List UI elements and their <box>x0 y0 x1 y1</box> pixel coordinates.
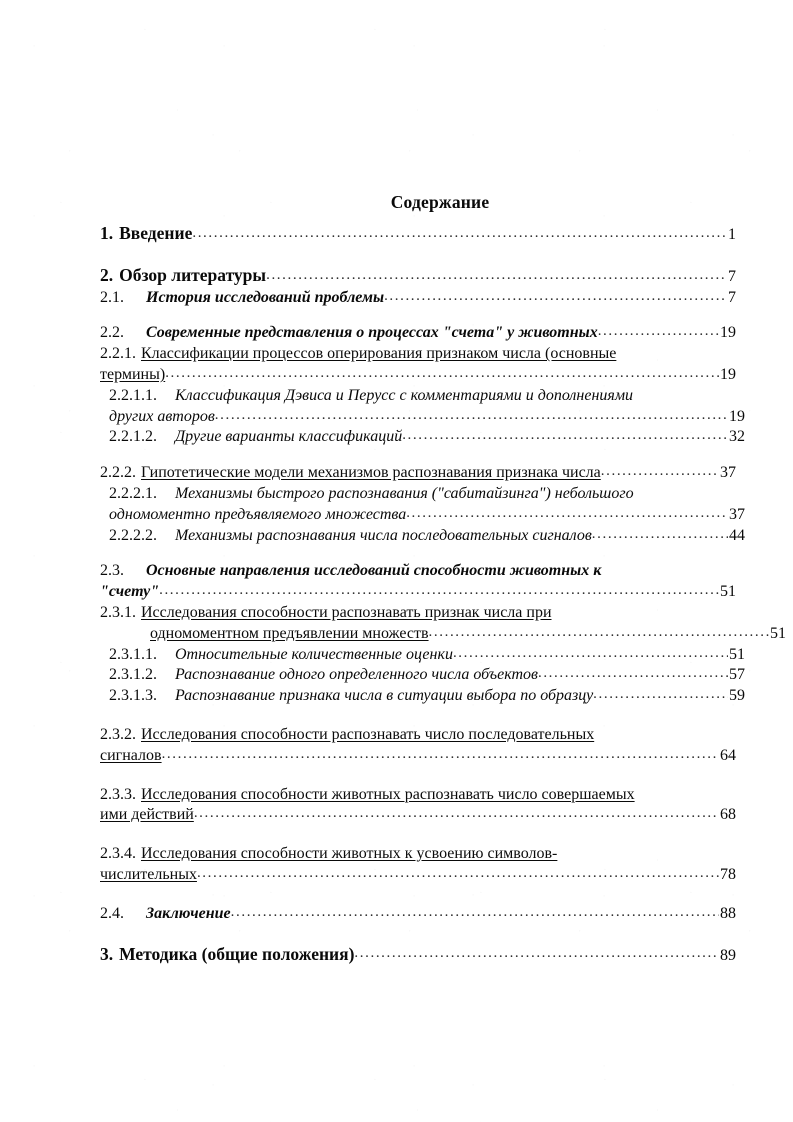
toc-entry-page: 59 <box>729 687 745 705</box>
toc-entry[interactable] <box>100 526 745 547</box>
spacer <box>100 826 736 844</box>
toc-entry-page: 78 <box>720 865 736 883</box>
toc-entry-label: Распознавание одного определенного числа объектов <box>175 666 538 684</box>
toc-entry-page: 7 <box>728 267 736 285</box>
dot-leader <box>402 425 728 446</box>
toc-entry-label: Другие варианты классификаций <box>175 428 403 446</box>
toc-entry-continuation[interactable] <box>100 624 786 645</box>
dot-leader <box>162 744 719 765</box>
toc-entry-number: 2.2.1.2. <box>109 428 157 446</box>
toc-entry-number: 2.4. <box>100 904 124 922</box>
dot-leader <box>197 863 719 884</box>
dot-leader <box>453 643 728 664</box>
toc-entry-label: Исследования способности распознавать число последовательных <box>141 725 595 743</box>
toc-entry[interactable] <box>100 904 736 925</box>
dot-leader <box>354 940 719 964</box>
toc-entry-label: Методика (общие положения) <box>119 943 355 964</box>
dot-leader <box>592 524 728 545</box>
toc-entry-number: 2.2.1.1. <box>109 386 157 404</box>
toc-entry-page: 32 <box>729 428 745 446</box>
toc-entry-number: 2.3.1.1. <box>109 645 157 663</box>
dot-leader <box>215 405 728 426</box>
toc-entry-label: Механизмы быстрого распознавания ("сабитайзинга") небольшого <box>175 484 634 502</box>
toc-entry-continuation[interactable] <box>100 582 736 603</box>
toc-entry-page: 37 <box>729 505 745 523</box>
toc-entry[interactable] <box>100 463 736 484</box>
toc-entry-continuation[interactable] <box>100 407 745 428</box>
toc-entry-continuation[interactable] <box>100 746 736 767</box>
toc-entry-label: Классификации процессов оперирования признаком числа (основные <box>141 345 617 363</box>
dot-leader <box>406 503 728 524</box>
toc-entry-label: ими действий <box>100 806 194 824</box>
spacer <box>100 707 736 725</box>
toc-entry-page: 37 <box>720 464 736 482</box>
toc-entry-label: История исследований проблемы <box>146 288 385 306</box>
dot-leader <box>598 321 719 342</box>
toc-entry-number: 2.1. <box>100 288 124 306</box>
toc-entry-number: 2.3.3. <box>100 785 136 803</box>
toc-entry-page: 89 <box>720 946 736 964</box>
toc-entry-label: термины) <box>100 365 166 383</box>
toc-entry-number: 1. <box>100 223 114 243</box>
toc-entry[interactable] <box>100 844 736 865</box>
toc-entry-continuation[interactable] <box>100 505 745 526</box>
dot-leader <box>165 363 719 384</box>
toc-entry[interactable] <box>100 603 736 624</box>
toc-entry-number: 2.2.1. <box>100 345 136 363</box>
toc-entry-page: 51 <box>770 624 786 642</box>
dot-leader <box>384 286 727 307</box>
dot-leader <box>593 684 728 705</box>
toc-entry[interactable] <box>100 561 736 582</box>
toc-entry-label: сигналов <box>100 746 162 764</box>
toc-entry-continuation[interactable] <box>100 865 736 886</box>
toc-entry-page: 1 <box>728 226 736 243</box>
toc-entry-label: Исследования способности распознавать признак числа при <box>141 603 552 621</box>
toc-entry-page: 7 <box>728 288 736 306</box>
toc-entry-continuation[interactable] <box>100 365 736 386</box>
dot-leader <box>601 461 719 482</box>
toc-entry[interactable] <box>100 943 736 967</box>
toc-entry-label: других авторов <box>109 407 215 425</box>
dot-leader <box>538 663 728 684</box>
toc-entry-number: 2.2.2.1. <box>109 484 157 502</box>
toc-entry-label: Введение <box>119 223 193 243</box>
toc-entry-number: 2.2.2. <box>100 464 136 482</box>
toc-entry[interactable] <box>100 725 736 746</box>
dot-leader <box>159 580 719 601</box>
toc-entry-number: 2.3.1.2. <box>109 666 157 684</box>
toc-entry[interactable] <box>100 484 745 505</box>
toc-entry-page: 51 <box>720 583 736 601</box>
toc-entry[interactable] <box>100 222 736 246</box>
dot-leader <box>194 803 719 824</box>
toc-entry-page: 19 <box>720 365 736 383</box>
dot-leader <box>231 902 719 923</box>
toc-entry[interactable] <box>100 264 736 288</box>
toc-entry-label: числительных <box>100 865 197 883</box>
toc-entry-label: одномоментно предъявляемого множества <box>109 505 407 523</box>
toc-entry-page: 19 <box>729 407 745 425</box>
toc-entry-number: 2.3. <box>100 562 124 580</box>
toc-entry-number: 2.2.2.2. <box>109 526 157 544</box>
toc-entry-label: одномоментном предъявлении множеств <box>150 624 429 642</box>
toc-entry[interactable] <box>100 785 736 806</box>
table-of-contents <box>100 192 786 966</box>
toc-entry-label: Гипотетические модели механизмов распознавания признака числа <box>141 464 601 482</box>
toc-entry-label: Исследования способности животных к усвоению символов- <box>141 845 558 863</box>
toc-entry-label: Механизмы распознавания числа последовательных сигналов <box>175 526 592 544</box>
toc-entry-label: Обзор литературы <box>119 264 267 285</box>
dot-leader <box>192 220 727 244</box>
toc-entry-number: 2. <box>100 264 114 285</box>
toc-entry-label: Основные направления исследований способности животных к <box>146 562 602 580</box>
toc-entry[interactable] <box>100 323 736 344</box>
toc-entry-number: 3. <box>100 943 114 964</box>
toc-entry-label: Относительные количественные оценки <box>175 645 453 663</box>
toc-entry[interactable] <box>100 665 745 686</box>
toc-entry-label: Заключение <box>146 904 231 922</box>
toc-entry-page: 44 <box>729 526 745 544</box>
toc-entry-page: 19 <box>720 324 736 342</box>
toc-entry-page: 51 <box>729 645 745 663</box>
toc-entry-number: 2.2. <box>100 324 124 342</box>
toc-entry-label: "счету" <box>100 583 160 601</box>
toc-entry-label: Распознавание признака числа в ситуации выбора по образцу <box>175 687 594 705</box>
toc-entry[interactable] <box>100 288 736 309</box>
toc-entry[interactable] <box>100 386 745 407</box>
toc-entry-page: 64 <box>720 746 736 764</box>
toc-entry[interactable] <box>100 427 745 448</box>
toc-entry-page: 68 <box>720 806 736 824</box>
toc-entry-page: 57 <box>729 666 745 684</box>
toc-entry-number: 2.3.1.3. <box>109 687 157 705</box>
toc-entry-label: Современные представления о процессах "счета" у животных <box>146 324 598 342</box>
toc-entry[interactable] <box>100 686 745 707</box>
toc-entry-label: Исследования способности животных распознавать число совершаемых <box>141 785 635 803</box>
toc-entry-number: 2.3.1. <box>100 603 136 621</box>
spacer <box>100 767 736 785</box>
toc-entry[interactable] <box>100 344 736 365</box>
dot-leader <box>429 622 769 643</box>
toc-entry-number: 2.3.2. <box>100 725 136 743</box>
spacer <box>100 546 736 561</box>
toc-entry-label: Классификация Дэвиса и Перусс с комментариями и дополнениями <box>175 386 634 404</box>
toc-entry[interactable] <box>100 645 745 666</box>
dot-leader <box>266 262 727 286</box>
toc-entry-page: 88 <box>720 904 736 922</box>
toc-entry-continuation[interactable] <box>100 805 736 826</box>
page-title: Содержание <box>390 192 490 212</box>
toc-entry-number: 2.3.4. <box>100 845 136 863</box>
